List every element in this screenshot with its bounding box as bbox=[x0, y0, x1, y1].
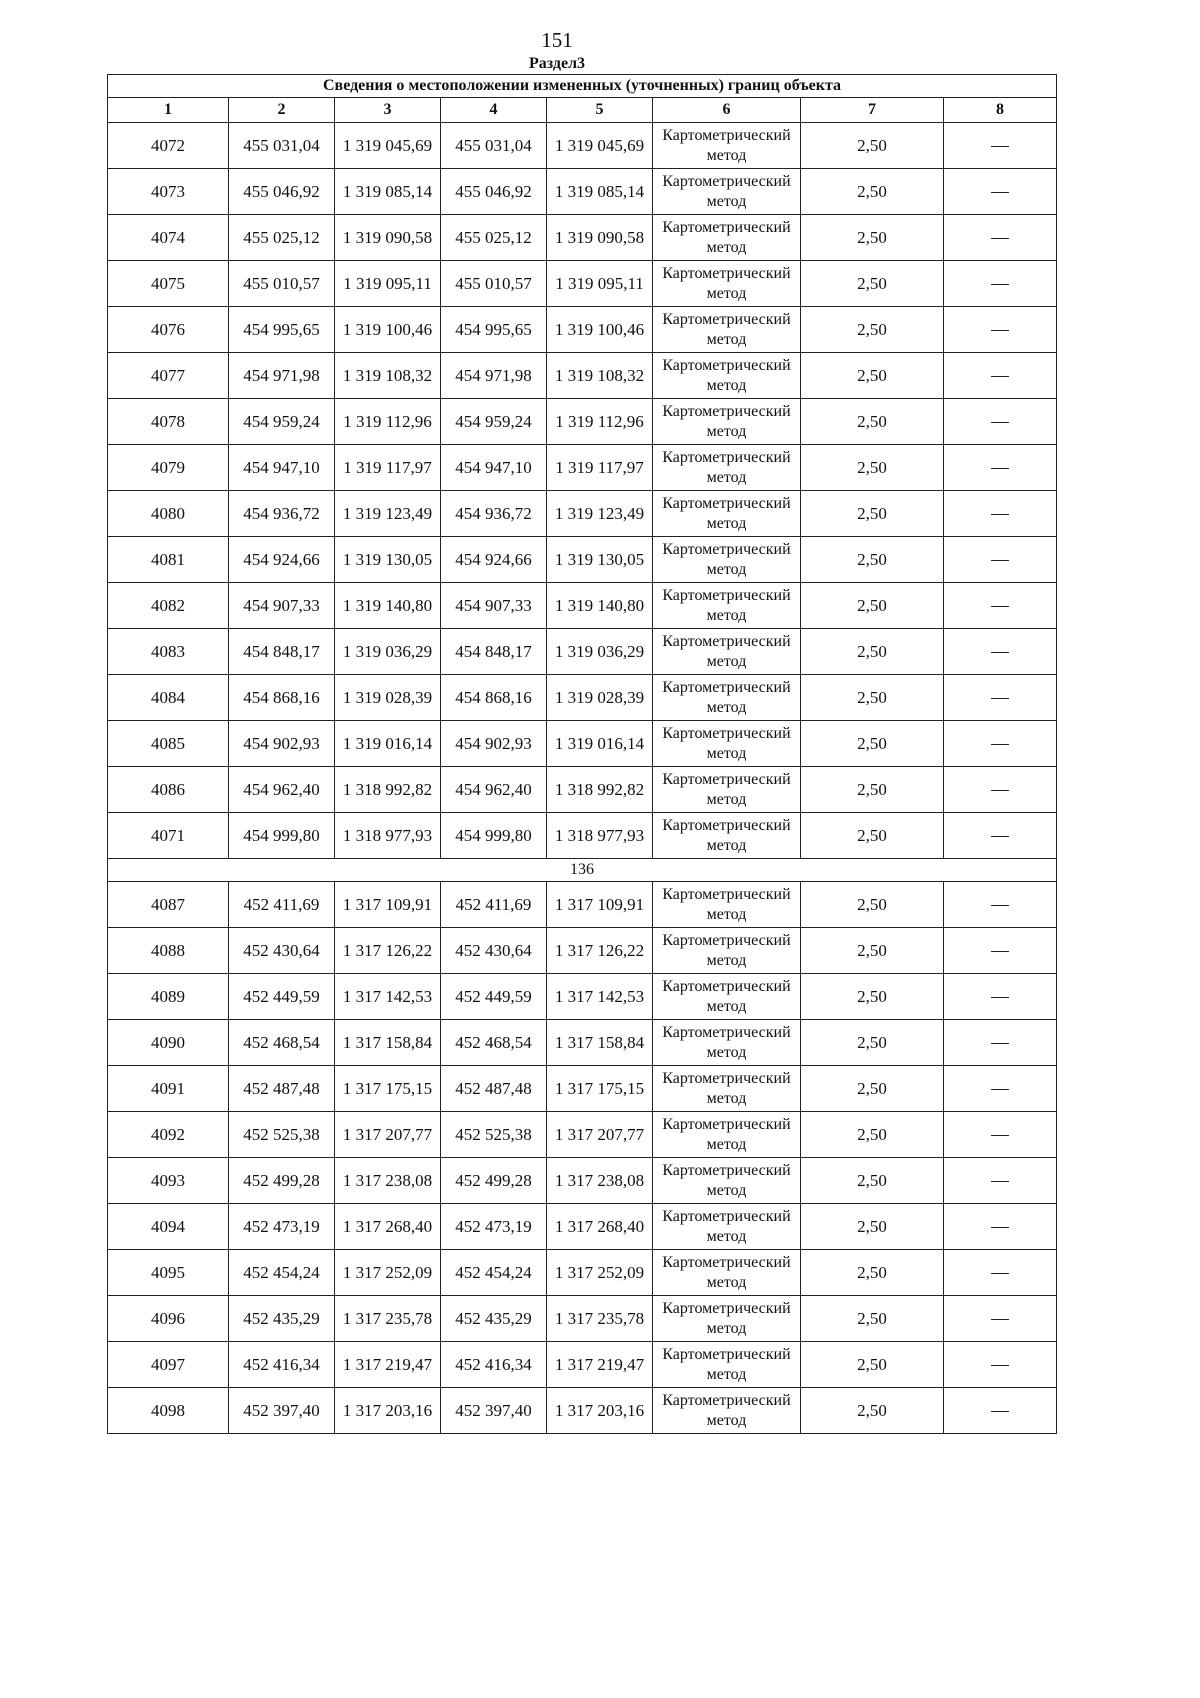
accuracy-cell: 2,50 bbox=[801, 767, 944, 813]
point-number-cell: 4081 bbox=[108, 537, 229, 583]
y-old-cell: 1 319 123,49 bbox=[335, 491, 441, 537]
x-new-cell: 454 999,80 bbox=[441, 813, 547, 859]
y-old-cell: 1 317 175,15 bbox=[335, 1066, 441, 1112]
method-cell: Картометрический метод bbox=[653, 767, 801, 813]
point-number-cell: 4075 bbox=[108, 261, 229, 307]
point-number-cell: 4095 bbox=[108, 1250, 229, 1296]
method-cell: Картометрический метод bbox=[653, 675, 801, 721]
accuracy-cell: 2,50 bbox=[801, 1388, 944, 1434]
y-new-cell: 1 318 977,93 bbox=[547, 813, 653, 859]
x-new-cell: 454 959,24 bbox=[441, 399, 547, 445]
y-old-cell: 1 317 126,22 bbox=[335, 928, 441, 974]
dash-mark bbox=[991, 146, 1009, 147]
accuracy-cell: 2,50 bbox=[801, 974, 944, 1020]
y-new-cell: 1 317 219,47 bbox=[547, 1342, 653, 1388]
point-number-cell: 4074 bbox=[108, 215, 229, 261]
y-old-cell: 1 317 142,53 bbox=[335, 974, 441, 1020]
method-cell: Картометрический метод bbox=[653, 399, 801, 445]
accuracy-cell: 2,50 bbox=[801, 215, 944, 261]
accuracy-cell: 2,50 bbox=[801, 123, 944, 169]
point-number-cell: 4071 bbox=[108, 813, 229, 859]
column-number: 2 bbox=[229, 98, 335, 123]
y-new-cell: 1 318 992,82 bbox=[547, 767, 653, 813]
table-row bbox=[108, 399, 1057, 445]
accuracy-cell: 2,50 bbox=[801, 813, 944, 859]
accuracy-cell: 2,50 bbox=[801, 928, 944, 974]
point-number-cell: 4096 bbox=[108, 1296, 229, 1342]
x-new-cell: 454 907,33 bbox=[441, 583, 547, 629]
note-cell bbox=[944, 1250, 1057, 1296]
y-old-cell: 1 317 203,16 bbox=[335, 1388, 441, 1434]
y-new-cell: 1 317 207,77 bbox=[547, 1112, 653, 1158]
x-new-cell: 455 025,12 bbox=[441, 215, 547, 261]
dash-mark bbox=[991, 1135, 1009, 1136]
accuracy-cell: 2,50 bbox=[801, 307, 944, 353]
y-old-cell: 1 317 252,09 bbox=[335, 1250, 441, 1296]
x-new-cell: 454 848,17 bbox=[441, 629, 547, 675]
point-number-cell: 4079 bbox=[108, 445, 229, 491]
y-old-cell: 1 319 108,32 bbox=[335, 353, 441, 399]
y-old-cell: 1 317 238,08 bbox=[335, 1158, 441, 1204]
y-old-cell: 1 317 268,40 bbox=[335, 1204, 441, 1250]
accuracy-cell: 2,50 bbox=[801, 261, 944, 307]
x-old-cell: 454 907,33 bbox=[229, 583, 335, 629]
point-number-cell: 4083 bbox=[108, 629, 229, 675]
y-old-cell: 1 319 095,11 bbox=[335, 261, 441, 307]
x-new-cell: 454 936,72 bbox=[441, 491, 547, 537]
accuracy-cell: 2,50 bbox=[801, 491, 944, 537]
method-cell: Картометрический метод bbox=[653, 445, 801, 491]
accuracy-cell: 2,50 bbox=[801, 675, 944, 721]
column-number-row bbox=[108, 98, 1057, 123]
point-number-cell: 4073 bbox=[108, 169, 229, 215]
column-number: 6 bbox=[653, 98, 801, 123]
x-old-cell: 452 416,34 bbox=[229, 1342, 335, 1388]
point-number-cell: 4080 bbox=[108, 491, 229, 537]
table-row bbox=[108, 974, 1057, 1020]
x-old-cell: 452 499,28 bbox=[229, 1158, 335, 1204]
method-cell: Картометрический метод bbox=[653, 1204, 801, 1250]
accuracy-cell: 2,50 bbox=[801, 1296, 944, 1342]
group-label-row bbox=[108, 859, 1057, 882]
method-cell: Картометрический метод bbox=[653, 169, 801, 215]
point-number-cell: 4087 bbox=[108, 882, 229, 928]
y-new-cell: 1 319 117,97 bbox=[547, 445, 653, 491]
note-cell bbox=[944, 675, 1057, 721]
y-new-cell: 1 319 130,05 bbox=[547, 537, 653, 583]
y-old-cell: 1 319 045,69 bbox=[335, 123, 441, 169]
table-row bbox=[108, 307, 1057, 353]
note-cell bbox=[944, 629, 1057, 675]
dash-mark bbox=[991, 376, 1009, 377]
y-new-cell: 1 317 126,22 bbox=[547, 928, 653, 974]
y-old-cell: 1 318 977,93 bbox=[335, 813, 441, 859]
accuracy-cell: 2,50 bbox=[801, 1158, 944, 1204]
y-old-cell: 1 319 117,97 bbox=[335, 445, 441, 491]
x-old-cell: 454 971,98 bbox=[229, 353, 335, 399]
y-new-cell: 1 319 028,39 bbox=[547, 675, 653, 721]
column-number: 5 bbox=[547, 98, 653, 123]
y-new-cell: 1 317 109,91 bbox=[547, 882, 653, 928]
point-number-cell: 4084 bbox=[108, 675, 229, 721]
column-number: 3 bbox=[335, 98, 441, 123]
x-new-cell: 452 430,64 bbox=[441, 928, 547, 974]
x-new-cell: 452 449,59 bbox=[441, 974, 547, 1020]
table-title: Сведения о местоположении измененных (уточненных) границ объекта bbox=[108, 75, 1057, 98]
method-cell: Картометрический метод bbox=[653, 583, 801, 629]
dash-mark bbox=[991, 606, 1009, 607]
x-old-cell: 452 430,64 bbox=[229, 928, 335, 974]
y-new-cell: 1 319 045,69 bbox=[547, 123, 653, 169]
dash-mark bbox=[991, 284, 1009, 285]
y-new-cell: 1 319 108,32 bbox=[547, 353, 653, 399]
point-number-cell: 4077 bbox=[108, 353, 229, 399]
table-row bbox=[108, 629, 1057, 675]
x-old-cell: 455 046,92 bbox=[229, 169, 335, 215]
x-new-cell: 454 902,93 bbox=[441, 721, 547, 767]
accuracy-cell: 2,50 bbox=[801, 721, 944, 767]
x-old-cell: 452 435,29 bbox=[229, 1296, 335, 1342]
method-cell: Картометрический метод bbox=[653, 1250, 801, 1296]
point-number-cell: 4092 bbox=[108, 1112, 229, 1158]
x-old-cell: 454 962,40 bbox=[229, 767, 335, 813]
dash-mark bbox=[991, 514, 1009, 515]
accuracy-cell: 2,50 bbox=[801, 882, 944, 928]
x-old-cell: 455 031,04 bbox=[229, 123, 335, 169]
table-row bbox=[108, 675, 1057, 721]
table-row bbox=[108, 445, 1057, 491]
x-old-cell: 454 999,80 bbox=[229, 813, 335, 859]
point-number-cell: 4091 bbox=[108, 1066, 229, 1112]
x-new-cell: 454 962,40 bbox=[441, 767, 547, 813]
table-row bbox=[108, 491, 1057, 537]
method-cell: Картометрический метод bbox=[653, 307, 801, 353]
method-cell: Картометрический метод bbox=[653, 261, 801, 307]
note-cell bbox=[944, 1112, 1057, 1158]
point-number-cell: 4093 bbox=[108, 1158, 229, 1204]
point-number-cell: 4097 bbox=[108, 1342, 229, 1388]
y-new-cell: 1 317 268,40 bbox=[547, 1204, 653, 1250]
point-number-cell: 4076 bbox=[108, 307, 229, 353]
method-cell: Картометрический метод bbox=[653, 1388, 801, 1434]
accuracy-cell: 2,50 bbox=[801, 1112, 944, 1158]
dash-mark bbox=[991, 1319, 1009, 1320]
dash-mark bbox=[991, 790, 1009, 791]
method-cell: Картометрический метод bbox=[653, 491, 801, 537]
y-new-cell: 1 317 158,84 bbox=[547, 1020, 653, 1066]
point-number-cell: 4086 bbox=[108, 767, 229, 813]
dash-mark bbox=[991, 698, 1009, 699]
method-cell: Картометрический метод bbox=[653, 1158, 801, 1204]
accuracy-cell: 2,50 bbox=[801, 1250, 944, 1296]
table-row bbox=[108, 583, 1057, 629]
y-new-cell: 1 319 100,46 bbox=[547, 307, 653, 353]
table-row bbox=[108, 261, 1057, 307]
y-old-cell: 1 319 130,05 bbox=[335, 537, 441, 583]
y-new-cell: 1 319 095,11 bbox=[547, 261, 653, 307]
dash-mark bbox=[991, 468, 1009, 469]
table-row bbox=[108, 353, 1057, 399]
y-new-cell: 1 317 252,09 bbox=[547, 1250, 653, 1296]
dash-mark bbox=[991, 560, 1009, 561]
y-new-cell: 1 317 235,78 bbox=[547, 1296, 653, 1342]
dash-mark bbox=[991, 330, 1009, 331]
note-cell bbox=[944, 882, 1057, 928]
note-cell bbox=[944, 1066, 1057, 1112]
table-row bbox=[108, 1250, 1057, 1296]
y-old-cell: 1 317 207,77 bbox=[335, 1112, 441, 1158]
dash-mark bbox=[991, 1089, 1009, 1090]
note-cell bbox=[944, 261, 1057, 307]
x-new-cell: 452 473,19 bbox=[441, 1204, 547, 1250]
table-row bbox=[108, 1296, 1057, 1342]
y-new-cell: 1 317 175,15 bbox=[547, 1066, 653, 1112]
note-cell bbox=[944, 974, 1057, 1020]
dash-mark bbox=[991, 744, 1009, 745]
y-old-cell: 1 319 112,96 bbox=[335, 399, 441, 445]
accuracy-cell: 2,50 bbox=[801, 537, 944, 583]
x-new-cell: 452 397,40 bbox=[441, 1388, 547, 1434]
dash-mark bbox=[991, 1043, 1009, 1044]
table-row bbox=[108, 215, 1057, 261]
y-new-cell: 1 317 203,16 bbox=[547, 1388, 653, 1434]
accuracy-cell: 2,50 bbox=[801, 1066, 944, 1112]
point-number-cell: 4090 bbox=[108, 1020, 229, 1066]
x-new-cell: 454 971,98 bbox=[441, 353, 547, 399]
accuracy-cell: 2,50 bbox=[801, 399, 944, 445]
note-cell bbox=[944, 169, 1057, 215]
method-cell: Картометрический метод bbox=[653, 1112, 801, 1158]
note-cell bbox=[944, 353, 1057, 399]
accuracy-cell: 2,50 bbox=[801, 445, 944, 491]
column-number: 1 bbox=[108, 98, 229, 123]
note-cell bbox=[944, 928, 1057, 974]
note-cell bbox=[944, 307, 1057, 353]
note-cell bbox=[944, 399, 1057, 445]
y-old-cell: 1 317 109,91 bbox=[335, 882, 441, 928]
table-row bbox=[108, 169, 1057, 215]
accuracy-cell: 2,50 bbox=[801, 1342, 944, 1388]
x-new-cell: 452 416,34 bbox=[441, 1342, 547, 1388]
table-row bbox=[108, 1204, 1057, 1250]
table-row bbox=[108, 1066, 1057, 1112]
y-old-cell: 1 317 235,78 bbox=[335, 1296, 441, 1342]
accuracy-cell: 2,50 bbox=[801, 353, 944, 399]
dash-mark bbox=[991, 1227, 1009, 1228]
dash-mark bbox=[991, 836, 1009, 837]
x-old-cell: 452 397,40 bbox=[229, 1388, 335, 1434]
point-number-cell: 4072 bbox=[108, 123, 229, 169]
note-cell bbox=[944, 1020, 1057, 1066]
y-old-cell: 1 319 140,80 bbox=[335, 583, 441, 629]
x-old-cell: 455 010,57 bbox=[229, 261, 335, 307]
x-old-cell: 454 902,93 bbox=[229, 721, 335, 767]
x-new-cell: 452 435,29 bbox=[441, 1296, 547, 1342]
y-new-cell: 1 319 085,14 bbox=[547, 169, 653, 215]
table-row bbox=[108, 1112, 1057, 1158]
table-row bbox=[108, 123, 1057, 169]
section-title: Раздел3 bbox=[528, 55, 586, 72]
y-old-cell: 1 319 090,58 bbox=[335, 215, 441, 261]
y-new-cell: 1 319 016,14 bbox=[547, 721, 653, 767]
point-number-cell: 4085 bbox=[108, 721, 229, 767]
y-old-cell: 1 319 085,14 bbox=[335, 169, 441, 215]
note-cell bbox=[944, 215, 1057, 261]
method-cell: Картометрический метод bbox=[653, 882, 801, 928]
accuracy-cell: 2,50 bbox=[801, 1020, 944, 1066]
note-cell bbox=[944, 583, 1057, 629]
method-cell: Картометрический метод bbox=[653, 813, 801, 859]
method-cell: Картометрический метод bbox=[653, 721, 801, 767]
y-new-cell: 1 319 123,49 bbox=[547, 491, 653, 537]
x-new-cell: 454 947,10 bbox=[441, 445, 547, 491]
x-new-cell: 454 924,66 bbox=[441, 537, 547, 583]
y-new-cell: 1 317 238,08 bbox=[547, 1158, 653, 1204]
x-new-cell: 452 411,69 bbox=[441, 882, 547, 928]
point-number-cell: 4089 bbox=[108, 974, 229, 1020]
table-row bbox=[108, 1158, 1057, 1204]
dash-mark bbox=[991, 422, 1009, 423]
dash-mark bbox=[991, 997, 1009, 998]
x-new-cell: 455 046,92 bbox=[441, 169, 547, 215]
x-old-cell: 454 924,66 bbox=[229, 537, 335, 583]
table-row bbox=[108, 767, 1057, 813]
column-number: 4 bbox=[441, 98, 547, 123]
y-new-cell: 1 319 090,58 bbox=[547, 215, 653, 261]
x-old-cell: 452 525,38 bbox=[229, 1112, 335, 1158]
x-old-cell: 454 848,17 bbox=[229, 629, 335, 675]
table-row bbox=[108, 928, 1057, 974]
note-cell bbox=[944, 767, 1057, 813]
method-cell: Картометрический метод bbox=[653, 1020, 801, 1066]
y-old-cell: 1 318 992,82 bbox=[335, 767, 441, 813]
x-old-cell: 452 454,24 bbox=[229, 1250, 335, 1296]
x-old-cell: 455 025,12 bbox=[229, 215, 335, 261]
y-new-cell: 1 319 112,96 bbox=[547, 399, 653, 445]
y-old-cell: 1 319 036,29 bbox=[335, 629, 441, 675]
table-row bbox=[108, 1342, 1057, 1388]
y-old-cell: 1 319 016,14 bbox=[335, 721, 441, 767]
x-new-cell: 452 525,38 bbox=[441, 1112, 547, 1158]
table-row bbox=[108, 721, 1057, 767]
x-old-cell: 452 487,48 bbox=[229, 1066, 335, 1112]
note-cell bbox=[944, 491, 1057, 537]
note-cell bbox=[944, 537, 1057, 583]
x-new-cell: 452 468,54 bbox=[441, 1020, 547, 1066]
note-cell bbox=[944, 1296, 1057, 1342]
method-cell: Картометрический метод bbox=[653, 974, 801, 1020]
x-new-cell: 454 868,16 bbox=[441, 675, 547, 721]
x-new-cell: 455 031,04 bbox=[441, 123, 547, 169]
table-row bbox=[108, 1388, 1057, 1434]
x-old-cell: 454 959,24 bbox=[229, 399, 335, 445]
y-new-cell: 1 319 036,29 bbox=[547, 629, 653, 675]
y-new-cell: 1 319 140,80 bbox=[547, 583, 653, 629]
dash-mark bbox=[991, 1411, 1009, 1412]
x-old-cell: 454 995,65 bbox=[229, 307, 335, 353]
dash-mark bbox=[991, 905, 1009, 906]
method-cell: Картометрический метод bbox=[653, 1296, 801, 1342]
accuracy-cell: 2,50 bbox=[801, 629, 944, 675]
table-row bbox=[108, 813, 1057, 859]
x-old-cell: 452 473,19 bbox=[229, 1204, 335, 1250]
dash-mark bbox=[991, 652, 1009, 653]
method-cell: Картометрический метод bbox=[653, 353, 801, 399]
coordinates-table bbox=[107, 74, 1057, 1434]
y-old-cell: 1 317 158,84 bbox=[335, 1020, 441, 1066]
point-number-cell: 4078 bbox=[108, 399, 229, 445]
x-new-cell: 455 010,57 bbox=[441, 261, 547, 307]
dash-mark bbox=[991, 951, 1009, 952]
x-new-cell: 452 499,28 bbox=[441, 1158, 547, 1204]
table-row bbox=[108, 537, 1057, 583]
accuracy-cell: 2,50 bbox=[801, 1204, 944, 1250]
x-old-cell: 452 411,69 bbox=[229, 882, 335, 928]
x-old-cell: 452 468,54 bbox=[229, 1020, 335, 1066]
table-row bbox=[108, 1020, 1057, 1066]
dash-mark bbox=[991, 1273, 1009, 1274]
table-body bbox=[108, 123, 1057, 1434]
note-cell bbox=[944, 721, 1057, 767]
note-cell bbox=[944, 445, 1057, 491]
x-old-cell: 452 449,59 bbox=[229, 974, 335, 1020]
x-old-cell: 454 936,72 bbox=[229, 491, 335, 537]
dash-mark bbox=[991, 192, 1009, 193]
x-old-cell: 454 868,16 bbox=[229, 675, 335, 721]
note-cell bbox=[944, 1204, 1057, 1250]
note-cell bbox=[944, 1388, 1057, 1434]
dash-mark bbox=[991, 1365, 1009, 1366]
page-number: 151 bbox=[541, 28, 573, 52]
dash-mark bbox=[991, 1181, 1009, 1182]
y-old-cell: 1 319 028,39 bbox=[335, 675, 441, 721]
point-number-cell: 4082 bbox=[108, 583, 229, 629]
table-row bbox=[108, 882, 1057, 928]
note-cell bbox=[944, 813, 1057, 859]
note-cell bbox=[944, 1158, 1057, 1204]
dash-mark bbox=[991, 238, 1009, 239]
y-old-cell: 1 317 219,47 bbox=[335, 1342, 441, 1388]
note-cell bbox=[944, 1342, 1057, 1388]
column-number: 7 bbox=[801, 98, 944, 123]
x-old-cell: 454 947,10 bbox=[229, 445, 335, 491]
point-number-cell: 4098 bbox=[108, 1388, 229, 1434]
note-cell bbox=[944, 123, 1057, 169]
accuracy-cell: 2,50 bbox=[801, 583, 944, 629]
method-cell: Картометрический метод bbox=[653, 123, 801, 169]
accuracy-cell: 2,50 bbox=[801, 169, 944, 215]
point-number-cell: 4094 bbox=[108, 1204, 229, 1250]
method-cell: Картометрический метод bbox=[653, 928, 801, 974]
x-new-cell: 452 454,24 bbox=[441, 1250, 547, 1296]
y-old-cell: 1 319 100,46 bbox=[335, 307, 441, 353]
method-cell: Картометрический метод bbox=[653, 1342, 801, 1388]
method-cell: Картометрический метод bbox=[653, 629, 801, 675]
method-cell: Картометрический метод bbox=[653, 215, 801, 261]
method-cell: Картометрический метод bbox=[653, 537, 801, 583]
y-new-cell: 1 317 142,53 bbox=[547, 974, 653, 1020]
x-new-cell: 452 487,48 bbox=[441, 1066, 547, 1112]
point-number-cell: 4088 bbox=[108, 928, 229, 974]
group-label: 136 bbox=[108, 859, 1057, 882]
column-number: 8 bbox=[944, 98, 1057, 123]
method-cell: Картометрический метод bbox=[653, 1066, 801, 1112]
x-new-cell: 454 995,65 bbox=[441, 307, 547, 353]
